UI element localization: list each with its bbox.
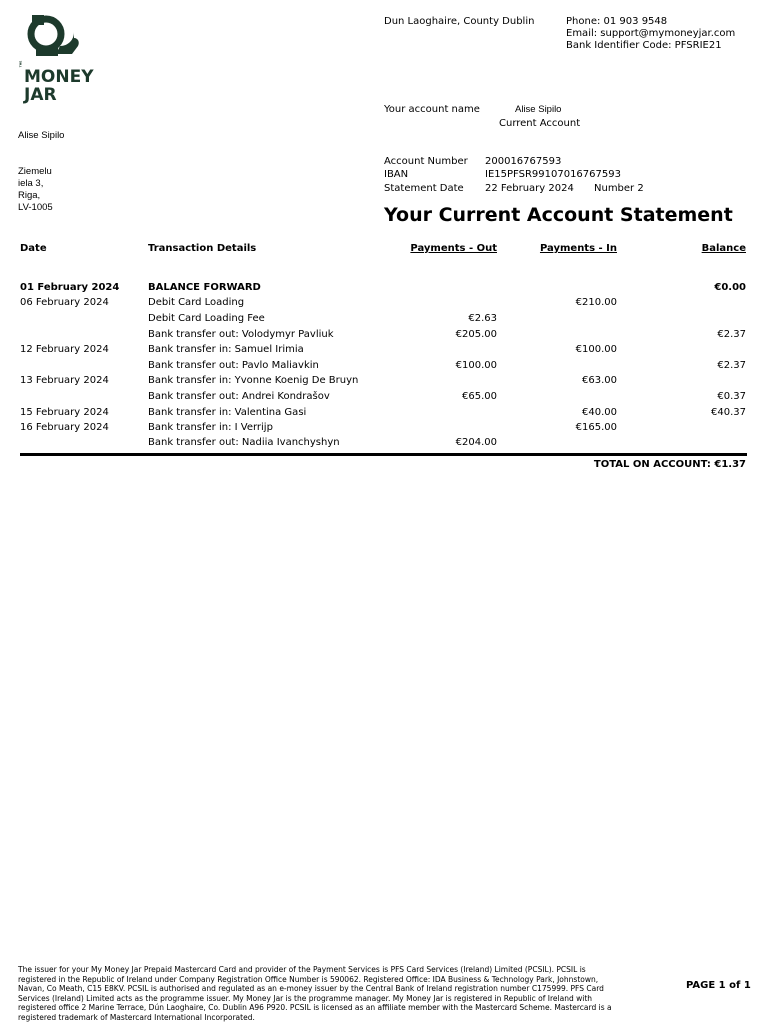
row-date: 16 February 2024 [20, 422, 109, 433]
logo-the-text: THE [18, 60, 23, 68]
table-row [0, 360, 768, 375]
logo-jar-text: JAR [24, 85, 57, 105]
footer-legal-text: The issuer for your My Money Jar Prepaid Mastercard Card and provider of the Payment Services is PFS Card Services (Ireland) Limited (PCSIL). PCSIL is registered in the Republic of Ireland under Company Registration Office Number is 590062. Registered Office: IDA Business & Technology Park, Johnstown, Navan, Co Meath, C15 E8KV. PCSIL is authorised and regulated as an e-money issuer by the Central Bank of Ireland registration number C175999. PFS Card Services (Ireland) Limited acts as the programme issuer. My Money Jar is the programme manager. My Money Jar is registered in Republic of Ireland with registered office 2 Marine Terrace, Dún Laoghaire, Co. Dublin A96 P920. PCSIL is licensed as an affiliate member with the Mastercard Scheme. Mastercard is a registered trademark of Mastercard International Incorporated. [18, 965, 612, 1022]
jar-icon [16, 12, 86, 70]
bank-phone: Phone: 01 903 9548 [566, 16, 668, 27]
money-jar-logo [14, 12, 104, 107]
account-number-value: 200016767593 [485, 156, 562, 167]
customer-address-line: iela 3, [18, 178, 44, 189]
account-number-label: Account Number [384, 156, 468, 167]
table-row [0, 329, 768, 344]
statement-number: Number 2 [594, 183, 644, 194]
bank-address: Dun Laoghaire, County Dublin [384, 16, 535, 27]
statement-title: Your Current Account Statement [384, 204, 733, 226]
statement-date-label: Statement Date [384, 183, 464, 194]
table-bottom-rule [20, 453, 747, 456]
row-balance: €0.00 [714, 282, 746, 293]
row-in: €165.00 [575, 422, 617, 433]
iban-label: IBAN [384, 169, 409, 180]
row-details: Bank transfer out: Volodymyr Pavliuk [148, 329, 334, 340]
iban-value: IE15PFSR99107016767593 [485, 169, 621, 180]
row-out: €100.00 [455, 360, 497, 371]
row-in: €40.00 [582, 407, 617, 418]
table-row [0, 391, 768, 406]
account-name-label: Your account name [384, 104, 480, 115]
total-on-account: TOTAL ON ACCOUNT: €1.37 [593, 459, 746, 470]
row-in: €63.00 [582, 375, 617, 386]
row-details: Debit Card Loading Fee [148, 313, 265, 324]
col-header-balance: Balance [701, 243, 746, 254]
row-balance: €40.37 [711, 407, 746, 418]
row-details: Debit Card Loading [148, 297, 245, 308]
row-date: 15 February 2024 [20, 407, 109, 418]
account-type: Current Account [499, 118, 581, 129]
row-out: €204.00 [455, 437, 497, 448]
col-header-payments-out: Payments - Out [410, 243, 497, 254]
table-row [0, 344, 768, 359]
customer-address-line: Riga, [18, 190, 41, 201]
col-header-details: Transaction Details [148, 243, 257, 254]
row-details: Bank transfer out: Pavlo Maliavkin [148, 360, 319, 371]
row-date: 12 February 2024 [20, 344, 109, 355]
row-out: €205.00 [455, 329, 497, 340]
customer-address-line: LV-1005 [18, 202, 53, 213]
row-details: Bank transfer in: I Verrijp [148, 422, 273, 433]
page-number: PAGE 1 of 1 [686, 980, 751, 991]
table-row [0, 313, 768, 328]
table-row [0, 297, 768, 312]
row-details: Bank transfer in: Samuel Irimia [148, 344, 304, 355]
table-row [0, 282, 768, 297]
row-details: Bank transfer out: Nadiia Ivanchyshyn [148, 437, 340, 448]
col-header-payments-in: Payments - In [539, 243, 617, 254]
statement-date-value: 22 February 2024 [485, 183, 574, 194]
row-date: 13 February 2024 [20, 375, 109, 386]
bank-email: Email: support@mymoneyjar.com [566, 28, 736, 39]
row-out: €2.63 [468, 313, 497, 324]
row-in: €100.00 [575, 344, 617, 355]
customer-name: Alise Sipilo [18, 130, 65, 141]
table-row [0, 422, 768, 437]
row-balance: €0.37 [717, 391, 746, 402]
customer-address-line: Ziemelu [18, 166, 52, 177]
row-details: Bank transfer in: Yvonne Koenig De Bruyn [148, 375, 359, 386]
account-name-value: Alise Sipilo [515, 104, 562, 115]
row-date: 01 February 2024 [20, 282, 120, 293]
row-date: 06 February 2024 [20, 297, 109, 308]
row-details: Bank transfer out: Andrei Kondrašov [148, 391, 330, 402]
table-row [0, 407, 768, 422]
col-header-date: Date [20, 243, 47, 254]
bank-bic: Bank Identifier Code: PFSRIE21 [566, 40, 722, 51]
row-in: €210.00 [575, 297, 617, 308]
row-balance: €2.37 [717, 360, 746, 371]
row-details: Bank transfer in: Valentina Gasi [148, 407, 307, 418]
table-header [0, 243, 768, 258]
logo-money-text: MONEY [24, 67, 94, 87]
row-out: €65.00 [462, 391, 497, 402]
table-row [0, 375, 768, 390]
row-details: BALANCE FORWARD [148, 282, 261, 293]
row-balance: €2.37 [717, 329, 746, 340]
table-row [0, 437, 768, 452]
